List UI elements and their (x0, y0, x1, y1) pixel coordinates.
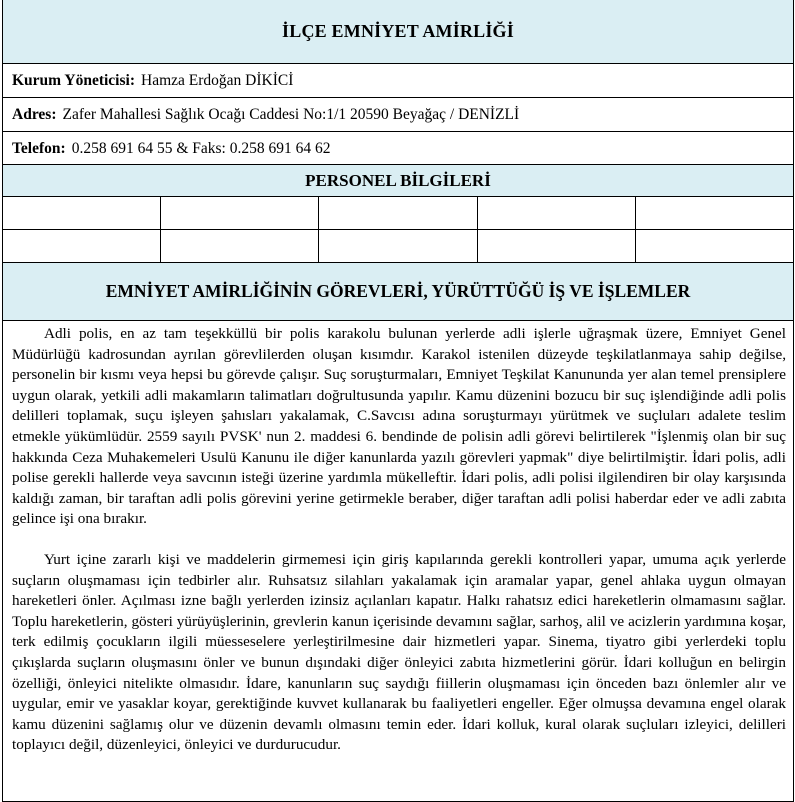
personel-cell (478, 230, 636, 262)
personel-cell (161, 197, 319, 229)
personel-cell (478, 197, 636, 229)
document-frame (2, 0, 794, 802)
personel-cell (636, 230, 793, 262)
personel-table-row (3, 229, 793, 262)
personel-cell (319, 197, 477, 229)
gorevler-paragraph-1: Adli polis, en az tam teşekküllü bir polis karakolu bulunan yerlerde adli işlerle uğraşmak üzere, Emniyet Genel Müdürlüğü kadrosundan ayrılan görevlilerden oluşan kısımdır. Karakol istenilen düzeyde teşkilatlanmaya sahip değilse, personelin bir kısmı veya hepsi bu görevde çalışır. Suç soruşturmaları, Emniyet Teşkilat Kanununda yer alan temel prensiplere uygun olarak, yetkili adli makamların talimatları doğrultusunda yapılır. Kamu düzenini bozucu bir suç işlendiğinde adli polis delilleri toplamak, suçu işleyen şahısları yakalamak, C.Savcısı adına soruşturmayı yürütmek ve suçluları adalete teslim etmekle yükümlüdür. 2559 sayılı PVSK' nun 2. maddesi 6. bendinde de polisin adli görevi belirtilerek "İşlenmiş olan bir suç hakkında Ceza Muhakemeleri Usulü Kanunu ile diğer kanunlarda yazılı görevleri yapmak" diye belirtilmiştir. İdari polis, adli polise gerekli hallerde veya savcının isteği üzerine yardımla mükelleftir. İdari polis, adli polisi ilgilendiren bir olay karşısında kaldığı zaman, bir taraftan adli polis görevini yerine getirmekle beraber, diğer taraftan adli polisi haberdar eder ve adli zabıta gelince işi ona bırakır. (12, 325, 786, 528)
personel-cell (161, 230, 319, 262)
personel-cell (3, 230, 161, 262)
gorevler-title: EMNİYET AMİRLİĞİNİN GÖREVLERİ, YÜRÜTTÜĞÜ İŞ VE İŞLEMLER (3, 262, 793, 320)
page-title: İLÇE EMNİYET AMİRLİĞİ (3, 0, 793, 63)
personel-cell (636, 197, 793, 229)
telefon-value: 0.258 691 64 55 & Faks: 0.258 691 64 62 (71, 139, 331, 157)
personel-cell (319, 230, 477, 262)
telefon-label: Telefon: (12, 139, 66, 157)
gorevler-paragraph-2: Yurt içine zararlı kişi ve maddelerin girmemesi için giriş kapılarında gerekli kontrolleri yapar, umuma açık yerlerde suçların oluşmaması için tedbirler alır. Ruhsatsız silahları yakalamak için aramalar yapar, genel ahlaka uygun olmayan hareketleri önler. Açılması izne bağlı yerlerden izinsiz açılanları kapatır. Halkı rahatsız edici hareketlerin olmamasını sağlar. Toplu hareketlerin, gösteri yürüyüşlerinin, grevlerin kanun içerisinde devamını sağlar, sarhoş, alil ve acizlerin yardımına koşar, terk edilmiş çocukların ilgili müesseselere yerleştirilmesine dair hizmetleri yapar. Sinema, tiyatro gibi yerlerdeki toplu çıkışlarda suçların oluşmasını önler ve bunun dışındaki diğer önleyici zabıta hizmetlerini görür. İdari kolluğun en belirgin özelliği, önleyici nitelikte olmasıdır. İdare, kanunların suç saydığı fiillerin oluşmaması için önceden bazı önlemler alır ve uygular, emir ve yasaklar koyar, gerektiğinde kuvvet kullanarak bu faaliyetleri engeller. Eğer olmuşsa devamına engel olarak kamu düzenini sağlamış olur ve düzenin devamlı olmasını temin eder. İdari kolluk, kural olarak suçluları izleyici, delilleri toplayıcı değil, düzenleyici, önleyici ve durdurucudur. (12, 550, 786, 754)
kurum-value: Hamza Erdoğan DİKİCİ (141, 71, 294, 89)
adres-value: Zafer Mahallesi Sağlık Ocağı Caddesi No:1/1 20590 Beyağaç / DENİZLİ (62, 105, 520, 123)
adres-label: Adres: (12, 105, 57, 123)
personel-cell (3, 197, 161, 229)
gorevler-body (3, 320, 793, 802)
telefon-row (3, 131, 793, 165)
personel-title: PERSONEL BİLGİLERİ (3, 164, 793, 196)
kurum-label: Kurum Yöneticisi: (12, 71, 135, 89)
adres-row (3, 97, 793, 131)
kurum-yoneticisi-row (3, 63, 793, 97)
personel-table-row (3, 196, 793, 229)
